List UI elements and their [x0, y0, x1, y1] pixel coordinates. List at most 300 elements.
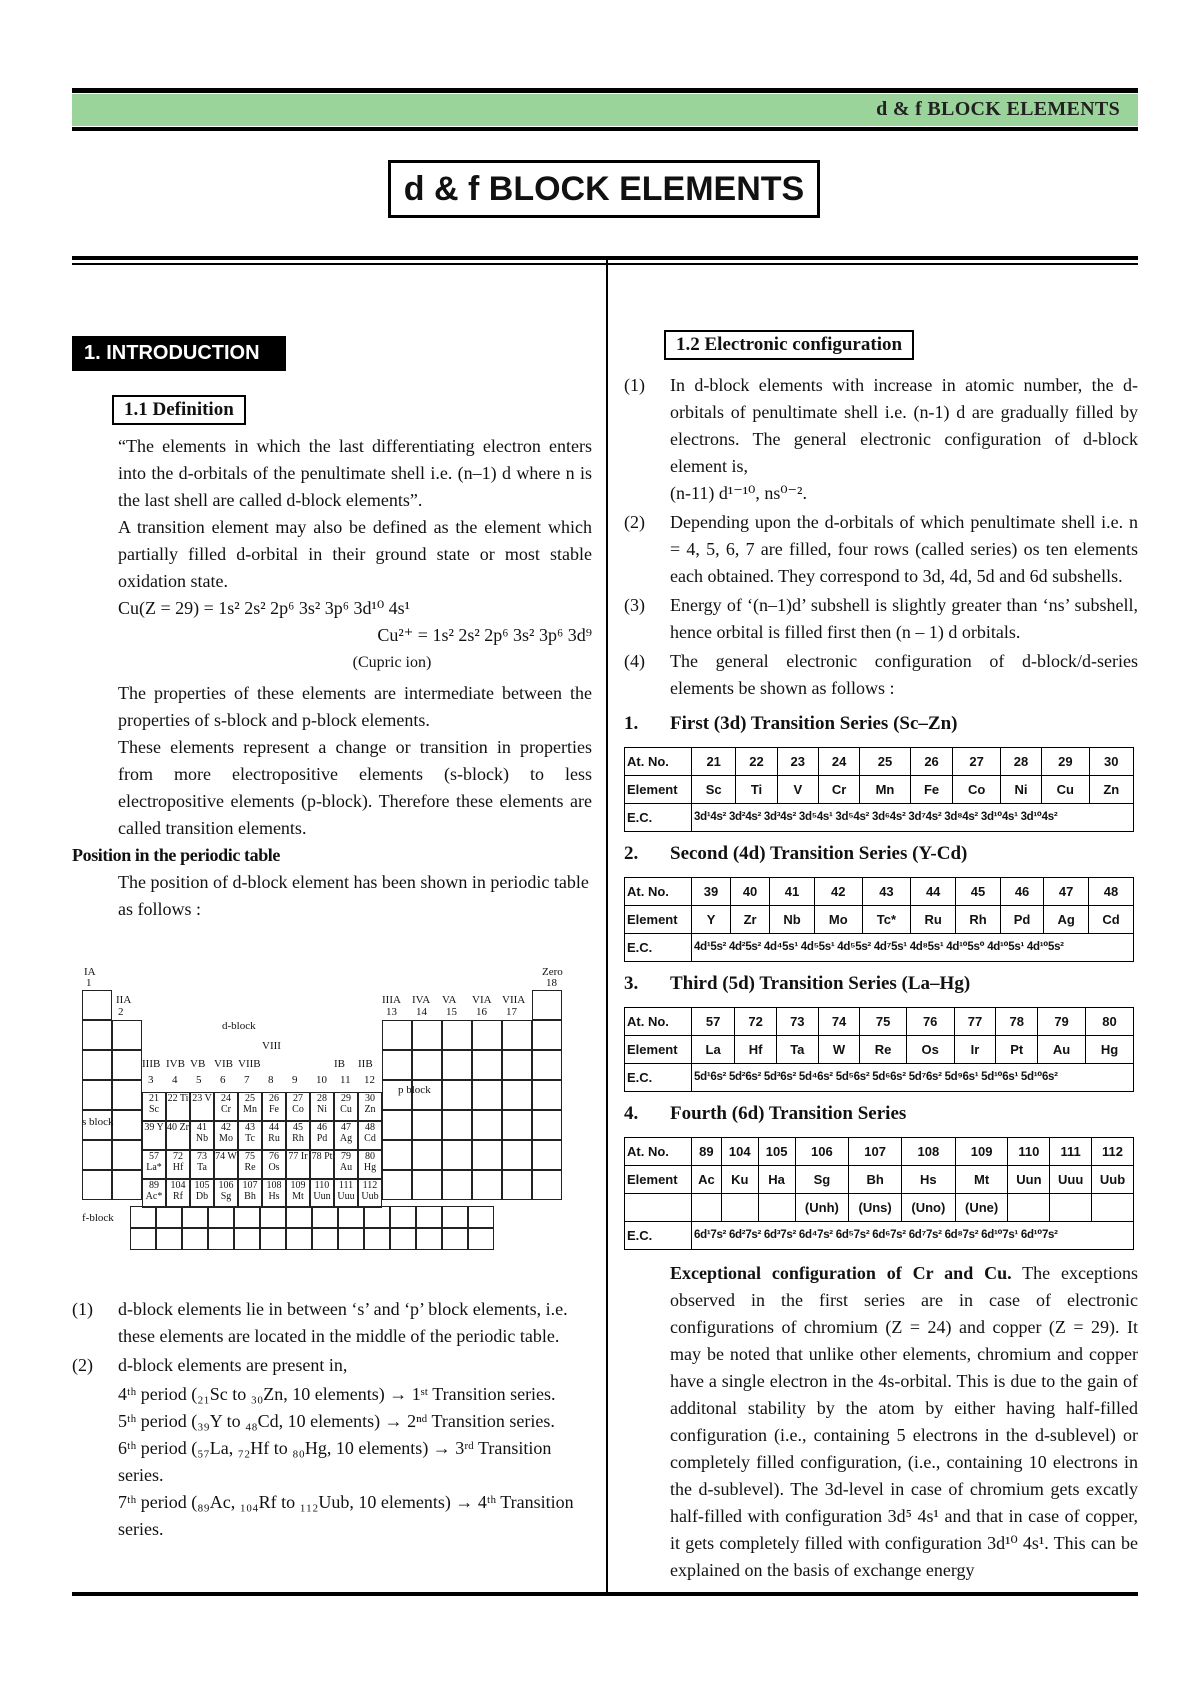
group-label: IB	[334, 1058, 345, 1070]
table-cell: Uub	[1092, 1166, 1134, 1194]
table-cell	[442, 1170, 472, 1200]
table-cell	[442, 1228, 468, 1250]
table-cell: (Uno)	[902, 1194, 956, 1222]
table-cell	[412, 1020, 442, 1050]
table-cell	[182, 1228, 208, 1250]
group-label: IIB	[358, 1058, 373, 1070]
table-cell	[502, 1140, 532, 1170]
table-cell	[382, 1050, 412, 1080]
series-table	[624, 747, 1134, 832]
left-column	[72, 336, 592, 923]
group-number: 14	[416, 1006, 427, 1018]
row-label: E.C.	[625, 804, 692, 832]
table-cell: Zn	[1089, 776, 1133, 804]
table-cell	[112, 1170, 142, 1200]
viii-label: VIII	[262, 1040, 281, 1052]
table-cell	[390, 1206, 416, 1228]
table-cell	[468, 1228, 494, 1250]
cu2-config: Cu²⁺ = 1s² 2s² 2p⁶ 3s² 3p⁶ 3d⁹	[377, 625, 592, 645]
table-cell: 76	[906, 1008, 954, 1036]
periodic-table-sketch	[82, 966, 582, 1278]
list-number: (3)	[624, 595, 645, 615]
table-cell	[260, 1206, 286, 1228]
table-cell	[364, 1228, 390, 1250]
series-title	[624, 970, 1138, 997]
table-cell	[112, 1020, 142, 1050]
table-cell: Co	[953, 776, 1000, 804]
element-cell: 48 Cd	[358, 1121, 382, 1150]
series-title-text: First (3d) Transition Series (Sc–Zn)	[670, 713, 958, 734]
header-bottom-rule	[72, 127, 1138, 131]
element-row	[625, 776, 1134, 804]
list-text-main: In d-block elements with increase in atomic number, the d-orbitals of penultimate shell i.e. (n-1) d are gradually filled by electrons. The general electronic configuration of d-block element is,	[670, 375, 1138, 476]
table-cell	[416, 1228, 442, 1250]
element-cell: 107 Bh	[238, 1179, 262, 1208]
element-cell: 80 Hg	[358, 1150, 382, 1179]
group-number: 4	[172, 1074, 178, 1086]
table-cell	[532, 1140, 562, 1170]
element-cell: 22 Ti	[166, 1092, 190, 1121]
table-cell: 30	[1089, 748, 1133, 776]
cupric-label: (Cupric ion)	[352, 654, 432, 671]
element-row	[625, 906, 1134, 934]
element-cell: 40 Zr	[166, 1121, 190, 1150]
table-cell	[442, 1206, 468, 1228]
table-cell	[442, 1110, 472, 1140]
table-cell	[502, 1020, 532, 1050]
table-cell: 89	[692, 1138, 722, 1166]
element-cell: 39 Y	[142, 1121, 166, 1150]
table-cell: 75	[860, 1008, 906, 1036]
table-cell	[412, 1110, 442, 1140]
table-cell: 111	[1050, 1138, 1092, 1166]
table-cell	[286, 1228, 312, 1250]
element-cell: 47 Ag	[334, 1121, 358, 1150]
element-cell: 26 Fe	[262, 1092, 286, 1121]
atomic-number-row	[625, 878, 1134, 906]
row-label: E.C.	[625, 934, 692, 962]
table-cell: 106	[795, 1138, 849, 1166]
table-cell: Ag	[1044, 906, 1089, 934]
header-label: d & f BLOCK ELEMENTS	[876, 98, 1120, 120]
table-cell	[156, 1228, 182, 1250]
list-number: (2)	[624, 512, 645, 532]
period-line: 7ᵗʰ period (₈₉Ac, ₁₀₄Rf to ₁₁₂Uub, 10 elements) → 4ᵗʰ Transition series.	[118, 1492, 574, 1539]
group-number: 6	[220, 1074, 226, 1086]
group-number: 15	[446, 1006, 457, 1018]
table-cell: Ku	[721, 1166, 758, 1194]
element-cell: 42 Mo	[214, 1121, 238, 1150]
element-cell: 24 Cr	[214, 1092, 238, 1121]
list-item	[624, 372, 1138, 507]
group-number: 1	[86, 977, 92, 989]
definition-paragraph: “The elements in which the last differentiating electron enters into the d-orbitals of the penultimate shell i.e. (n–1) d where n is the last shell are called d-block elements”.	[118, 436, 592, 510]
element-cell: 44 Ru	[262, 1121, 286, 1150]
table-cell: 48	[1089, 878, 1134, 906]
table-cell: 105	[758, 1138, 795, 1166]
table-cell	[532, 990, 562, 1020]
p-block-label: p block	[398, 1084, 431, 1096]
table-cell	[382, 1110, 412, 1140]
general-config: (n-11) d¹⁻¹⁰, ns⁰⁻².	[670, 483, 807, 503]
table-cell: Mt	[955, 1166, 1008, 1194]
table-cell	[412, 1140, 442, 1170]
column-bottom-rule	[72, 1592, 1138, 1596]
table-cell: Bh	[849, 1166, 902, 1194]
group-number: 7	[244, 1074, 250, 1086]
table-cell: 112	[1092, 1138, 1134, 1166]
table-cell	[312, 1228, 338, 1250]
table-cell: 73	[776, 1008, 818, 1036]
f-block-label: f-block	[82, 1212, 114, 1224]
element-cell: 78 Pt	[310, 1150, 334, 1179]
position-paragraph: The position of d-block element has been shown in periodic table as follows :	[118, 872, 589, 919]
row-label: Element	[625, 906, 692, 934]
list-text: d-block elements lie in between ‘s’ and ‘p’ block elements, i.e. these elements are located in the middle of the periodic table.	[118, 1299, 568, 1346]
series-title-text: Second (4d) Transition Series (Y-Cd)	[670, 843, 968, 864]
table-cell	[130, 1206, 156, 1228]
table-cell	[442, 1050, 472, 1080]
table-cell	[208, 1206, 234, 1228]
table-cell: Au	[1038, 1036, 1086, 1064]
properties-paragraph: The properties of these elements are intermediate between the properties of s-block and p-block elements.	[118, 683, 592, 730]
row-label	[625, 1194, 692, 1222]
page-title: d & f BLOCK ELEMENTS	[388, 160, 820, 218]
table-cell	[502, 1170, 532, 1200]
table-cell: 42	[814, 878, 862, 906]
table-cell	[382, 1020, 412, 1050]
list-text: d-block elements are present in,	[118, 1355, 348, 1375]
table-cell: 41	[770, 878, 815, 906]
group-label: IIIB	[142, 1058, 161, 1070]
element-cell: 23 V	[190, 1092, 214, 1121]
table-cell: 43	[862, 878, 911, 906]
section-introduction: 1. INTRODUCTION	[72, 336, 286, 371]
group-number: 17	[506, 1006, 517, 1018]
element-cell: 111 Uuu	[334, 1179, 358, 1208]
list-number: (1)	[624, 375, 645, 395]
series-title	[624, 1100, 1138, 1127]
element-cell: 41 Nb	[190, 1121, 214, 1150]
ec-row	[625, 1222, 1134, 1250]
row-label: Element	[625, 776, 692, 804]
group-number: 3	[148, 1074, 154, 1086]
list-item	[624, 509, 1138, 590]
series-table	[624, 877, 1134, 962]
table-cell	[130, 1228, 156, 1250]
table-cell	[82, 1080, 112, 1110]
table-cell: Mo	[814, 906, 862, 934]
table-cell	[502, 1050, 532, 1080]
table-cell: 21	[692, 748, 736, 776]
row-label: Element	[625, 1166, 692, 1194]
element-cell: 105 Db	[190, 1179, 214, 1208]
element-cell: 46 Pd	[310, 1121, 334, 1150]
series-number: 4.	[624, 1103, 639, 1124]
table-cell	[532, 1110, 562, 1140]
element-cell: 72 Hf	[166, 1150, 190, 1179]
group-label: VA	[442, 994, 457, 1006]
header-top-rule	[72, 88, 1138, 93]
table-cell: Sc	[692, 776, 736, 804]
table-cell	[112, 1080, 142, 1110]
ec-cell: 5d¹6s² 5d²6s² 5d³6s² 5d⁴6s² 5d⁵6s² 5d⁶6s² 5d⁷6s² 5d⁹6s¹ 5d¹⁰6s¹ 5d¹⁰6s²	[692, 1064, 1134, 1092]
table-cell: V	[777, 776, 818, 804]
table-cell: Cu	[1042, 776, 1089, 804]
atomic-number-row	[625, 1138, 1134, 1166]
table-cell: (Uns)	[849, 1194, 902, 1222]
table-cell	[234, 1228, 260, 1250]
table-cell: Cd	[1089, 906, 1134, 934]
table-cell: Hg	[1086, 1036, 1134, 1064]
series-title-text: Fourth (6d) Transition Series	[670, 1103, 907, 1124]
table-cell	[382, 1170, 412, 1200]
left-list	[72, 1296, 592, 1543]
period-line: 6ᵗʰ period (₅₇La, ₇₂Hf to ₈₀Hg, 10 elements) → 3ʳᵈ Transition series.	[118, 1438, 552, 1485]
group-label: VIB	[214, 1058, 233, 1070]
table-cell	[82, 1050, 112, 1080]
table-cell	[758, 1194, 795, 1222]
table-cell: 22	[736, 748, 777, 776]
group-label: IVB	[166, 1058, 185, 1070]
table-cell: 80	[1086, 1008, 1134, 1036]
header-band	[72, 94, 1138, 126]
ec-cell: 3d¹4s² 3d²4s² 3d³4s² 3d⁵4s¹ 3d⁵4s² 3d⁶4s² 3d⁷4s² 3d⁸4s² 3d¹⁰4s¹ 3d¹⁰4s²	[692, 804, 1134, 832]
period-line: 4ᵗʰ period (₂₁Sc to ₃₀Zn, 10 elements) → 1ˢᵗ Transition series.	[118, 1384, 556, 1404]
element-cell: 73 Ta	[190, 1150, 214, 1179]
row-label: At. No.	[625, 1138, 692, 1166]
group-number: 9	[292, 1074, 298, 1086]
table-cell: 110	[1008, 1138, 1050, 1166]
table-cell: 27	[953, 748, 1000, 776]
group-number: 13	[386, 1006, 397, 1018]
table-cell: 57	[692, 1008, 735, 1036]
element-cell: 45 Rh	[286, 1121, 310, 1150]
exceptional-paragraph	[670, 1260, 1138, 1584]
table-cell	[442, 1020, 472, 1050]
group-number: 11	[340, 1074, 351, 1086]
element-cell: 108 Hs	[262, 1179, 286, 1208]
table-cell	[112, 1110, 142, 1140]
group-label: IA	[84, 966, 96, 978]
table-cell: Ni	[1000, 776, 1041, 804]
series-title	[624, 710, 1138, 737]
atomic-number-row	[625, 748, 1134, 776]
list-item	[72, 1296, 592, 1350]
table-cell	[1050, 1194, 1092, 1222]
row-label: E.C.	[625, 1064, 692, 1092]
table-cell: Hf	[735, 1036, 777, 1064]
table-cell: Ir	[954, 1036, 996, 1064]
table-cell: Cr	[818, 776, 859, 804]
table-cell: 45	[956, 878, 1001, 906]
table-cell: Zr	[731, 906, 770, 934]
table-cell: Ha	[758, 1166, 795, 1194]
ec-cell: 6d¹7s² 6d²7s² 6d³7s² 6d⁴7s² 6d⁵7s² 6d⁶7s² 6d⁷7s² 6d⁸7s² 6d¹⁰7s¹ 6d¹⁰7s²	[692, 1222, 1134, 1250]
series-title	[624, 840, 1138, 867]
series-number: 3.	[624, 973, 639, 994]
change-paragraph: These elements represent a change or transition in properties from more electropositive elements (s-block) to less electropositive elements (p-block). Therefore these elements are called transition elements.	[118, 737, 592, 838]
row-label: At. No.	[625, 1008, 692, 1036]
table-cell	[390, 1228, 416, 1250]
table-cell	[472, 1050, 502, 1080]
element-cell: 77 Ir	[286, 1150, 310, 1179]
table-cell: La	[692, 1036, 735, 1064]
table-cell	[286, 1206, 312, 1228]
group-number: 8	[268, 1074, 274, 1086]
series-tables	[624, 710, 1138, 1250]
element-cell: 104 Rf	[166, 1179, 190, 1208]
table-cell: 28	[1000, 748, 1041, 776]
d-block-label: d-block	[222, 1020, 256, 1032]
table-cell: 40	[731, 878, 770, 906]
ec-cell: 4d¹5s² 4d²5s² 4d⁴5s¹ 4d⁵5s¹ 4d⁵5s² 4d⁷5s¹ 4d⁸5s¹ 4d¹⁰5s⁰ 4d¹⁰5s¹ 4d¹⁰5s²	[692, 934, 1134, 962]
column-top-rule	[72, 256, 1138, 260]
row-label: E.C.	[625, 1222, 692, 1250]
period-line: 5ᵗʰ period (₃₉Y to ₄₈Cd, 10 elements) → 2ⁿᵈ Transition series.	[118, 1411, 555, 1431]
element-alt-row	[625, 1194, 1134, 1222]
table-cell: 107	[849, 1138, 902, 1166]
column-divider	[606, 258, 608, 1592]
table-cell: Ac	[692, 1166, 722, 1194]
element-cell: 30 Zn	[358, 1092, 382, 1121]
table-cell	[112, 1140, 142, 1170]
element-cell: 27 Co	[286, 1092, 310, 1121]
transition-paragraph: A transition element may also be defined as the element which partially filled d-orbital in their ground state or most stable oxidation state.	[118, 517, 592, 591]
table-cell: 78	[996, 1008, 1038, 1036]
table-cell: 104	[721, 1138, 758, 1166]
table-cell: Os	[906, 1036, 954, 1064]
list-text: Energy of ‘(n–1)d’ subshell is slightly greater than ‘ns’ subshell, hence orbital is filled first then (n – 1) d orbitals.	[670, 595, 1138, 642]
list-text: The general electronic configuration of d-block/d-series elements be shown as follows :	[670, 651, 1138, 698]
right-column	[624, 330, 1138, 1584]
subsection-definition: 1.1 Definition	[112, 395, 246, 425]
table-cell	[82, 990, 112, 1020]
table-cell: Tc*	[862, 906, 911, 934]
element-cell: 79 Au	[334, 1150, 358, 1179]
table-cell	[472, 1110, 502, 1140]
table-cell: Re	[860, 1036, 906, 1064]
table-cell: 74	[818, 1008, 860, 1036]
group-label: IIA	[116, 994, 132, 1006]
ec-row	[625, 804, 1134, 832]
element-cell: 110 Uun	[310, 1179, 334, 1208]
table-cell	[532, 1170, 562, 1200]
table-cell: 109	[955, 1138, 1008, 1166]
table-cell	[208, 1228, 234, 1250]
element-cell: 28 Ni	[310, 1092, 334, 1121]
group-label: VIIB	[238, 1058, 261, 1070]
table-cell	[82, 1170, 112, 1200]
element-cell: 29 Cu	[334, 1092, 358, 1121]
table-cell	[1092, 1194, 1134, 1222]
table-cell	[412, 1050, 442, 1080]
table-cell: (Une)	[955, 1194, 1008, 1222]
s-block-label: s block	[82, 1116, 114, 1128]
exceptional-heading: Exceptional configuration of Cr and Cu.	[670, 1263, 1012, 1283]
table-cell: Mn	[860, 776, 910, 804]
exceptional-text: The exceptions observed in the first series are in case of electronic configurations of chromium (Z = 24) and copper (Z = 29). It may be noted that unlike other elements, chromium and copper have a single electron in the 4s-orbital. This is due to the gain of additonal stability by the atom by either having half-filled configuration (i.e., containing 5 electrons in the d-sublevel) or completely filled configuration, (i.e., containing 10 electrons in the d-sublevel). The 3d-level in case of chromium gets excatly half-filled with configuration 3d⁵ 4s¹ and that in case of copper, it gets completely filled with configuration 3d¹⁰ 4s¹. This can be explained on the basis of exchange energy	[670, 1263, 1138, 1580]
atomic-number-row	[625, 1008, 1134, 1036]
group-number: 18	[546, 977, 557, 989]
table-cell: Pt	[996, 1036, 1038, 1064]
list-text	[670, 372, 1138, 507]
table-cell	[468, 1206, 494, 1228]
subsection-electronic-configuration: 1.2 Electronic configuration	[664, 330, 914, 360]
table-cell: Y	[692, 906, 731, 934]
position-heading: Position in the periodic table	[72, 845, 280, 865]
table-cell	[182, 1206, 208, 1228]
table-cell: 24	[818, 748, 859, 776]
table-cell: 26	[910, 748, 953, 776]
list-number: (1)	[72, 1299, 93, 1319]
list-number: (2)	[72, 1355, 93, 1375]
table-cell	[82, 1140, 112, 1170]
table-cell: 79	[1038, 1008, 1086, 1036]
table-cell	[502, 1080, 532, 1110]
table-cell: 72	[735, 1008, 777, 1036]
table-cell: Ru	[911, 906, 956, 934]
element-cell: 112 Uub	[358, 1179, 382, 1208]
series-number: 1.	[624, 713, 639, 734]
element-cell: 43 Tc	[238, 1121, 262, 1150]
element-cell: 21 Sc	[142, 1092, 166, 1121]
element-cell: 75 Re	[238, 1150, 262, 1179]
group-number: 16	[476, 1006, 487, 1018]
table-cell	[692, 1194, 722, 1222]
table-cell: Pd	[1000, 906, 1043, 934]
cu-config: Cu(Z = 29) = 1s² 2s² 2p⁶ 3s² 3p⁶ 3d¹⁰ 4s¹	[118, 598, 411, 618]
group-label: VIA	[472, 994, 492, 1006]
element-cell: 109 Mt	[286, 1179, 310, 1208]
table-cell	[312, 1206, 338, 1228]
list-item	[624, 592, 1138, 646]
element-cell: 74 W	[214, 1150, 238, 1179]
list-item	[624, 648, 1138, 702]
table-cell: 47	[1044, 878, 1089, 906]
row-label: At. No.	[625, 748, 692, 776]
table-cell: 29	[1042, 748, 1089, 776]
table-cell	[472, 1020, 502, 1050]
table-cell: Hs	[902, 1166, 956, 1194]
table-cell	[532, 1080, 562, 1110]
group-label: VIIA	[502, 994, 526, 1006]
table-cell	[364, 1206, 390, 1228]
series-table	[624, 1137, 1134, 1250]
table-cell	[532, 1050, 562, 1080]
element-row	[625, 1036, 1134, 1064]
group-number: 5	[196, 1074, 202, 1086]
table-cell	[472, 1170, 502, 1200]
table-cell	[82, 1020, 112, 1050]
table-cell	[721, 1194, 758, 1222]
element-cell: 106 Sg	[214, 1179, 238, 1208]
list-item	[72, 1352, 592, 1379]
table-cell	[442, 1140, 472, 1170]
table-cell: 46	[1000, 878, 1043, 906]
table-cell	[472, 1080, 502, 1110]
table-cell: Uun	[1008, 1166, 1050, 1194]
table-cell: Fe	[910, 776, 953, 804]
element-cell: 89 Ac*	[142, 1179, 166, 1208]
table-cell	[338, 1228, 364, 1250]
list-text: Depending upon the d-orbitals of which penultimate shell i.e. n = 4, 5, 6, 7 are filled, four rows (called series) os ten elements each obtained. They correspond to 3d, 4d, 5d and 6d subshells.	[670, 512, 1138, 586]
table-cell: Ta	[776, 1036, 818, 1064]
element-cell: 76 Os	[262, 1150, 286, 1179]
table-cell	[260, 1228, 286, 1250]
group-label: VB	[190, 1058, 206, 1070]
table-cell: Nb	[770, 906, 815, 934]
